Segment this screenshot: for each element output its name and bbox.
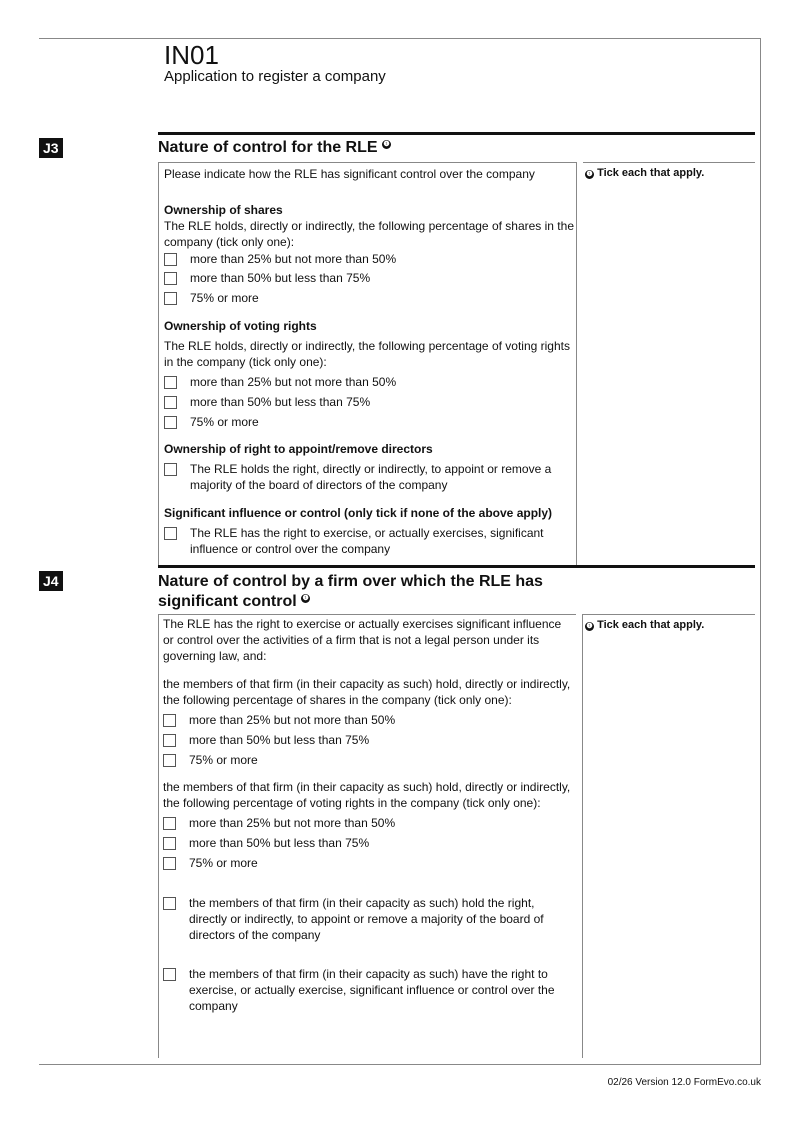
j4-voting-option-3[interactable] (163, 855, 573, 871)
option-label: more than 50% but less than 75% (189, 733, 370, 747)
j3-rule (158, 132, 755, 135)
j4-shares-text: the members of that firm (in their capacity as such) hold, directly or indirectly, the following percentage of shares in the company (tick only one): (163, 677, 571, 707)
j3-directors-heading: Ownership of right to appoint/remove directors (164, 442, 433, 456)
option-label: more than 50% but less than 75% (189, 836, 370, 850)
checkbox[interactable] (164, 253, 177, 266)
j4-voting-option-2[interactable] (163, 835, 573, 851)
option-label: 75% or more (189, 856, 258, 870)
j4-note-text: Tick each that apply. (597, 619, 705, 631)
option-label: more than 25% but not more than 50% (190, 375, 397, 389)
j3-box-top (158, 162, 576, 163)
checkbox[interactable] (163, 897, 176, 910)
info-icon: ❶ (383, 140, 390, 148)
j3-voting-option-1[interactable] (164, 374, 574, 390)
option-label: The RLE holds the right, directly or indirectly, to appoint or remove a majority of the board of directors of the company (190, 462, 552, 492)
checkbox[interactable] (164, 272, 177, 285)
option-label: The RLE has the right to exercise, or actually exercises, significant influence or control over the company (190, 526, 544, 556)
option-label: more than 50% but less than 75% (190, 271, 371, 285)
checkbox[interactable] (164, 416, 177, 429)
j4-box-right (582, 614, 583, 1058)
j4-title (158, 572, 543, 612)
option-label: more than 25% but not more than 50% (189, 816, 396, 830)
option-label: 75% or more (189, 753, 258, 767)
j4-title-line2-wrap (158, 592, 543, 612)
j4-shares-option-2[interactable] (163, 732, 573, 748)
j3-shares-option-3[interactable] (164, 290, 574, 306)
j3-note (585, 167, 704, 179)
bottom-border (39, 1064, 761, 1065)
form-code: IN01 (164, 40, 219, 70)
option-label: 75% or more (190, 415, 259, 429)
j3-voting-option-3[interactable] (164, 414, 574, 430)
j4-title-line2: significant control (158, 593, 297, 610)
j4-voting-text: the members of that firm (in their capacity as such) hold, directly or indirectly, the following percentage of voting rights in the company (tick only one): (163, 780, 571, 810)
j3-voting-text: The RLE holds, directly or indirectly, the following percentage of voting rights in the company (tick only one): (164, 339, 570, 369)
j4-voting-option-1[interactable] (163, 815, 573, 831)
checkbox[interactable] (163, 837, 176, 850)
j3-tag: J3 (39, 138, 63, 158)
j4-shares-option-1[interactable] (163, 712, 573, 728)
info-icon: ❶ (586, 171, 593, 178)
j3-title-text: Nature of control for the RLE (158, 139, 378, 156)
checkbox[interactable] (163, 857, 176, 870)
checkbox[interactable] (164, 376, 177, 389)
j4-note (585, 619, 704, 631)
j4-rule (158, 565, 755, 568)
top-border (39, 38, 761, 39)
j3-shares-heading: Ownership of shares (164, 203, 283, 217)
option-label: more than 25% but not more than 50% (190, 252, 397, 266)
j3-voting-option-2[interactable] (164, 394, 574, 410)
j4-directors-option[interactable] (163, 895, 573, 943)
checkbox[interactable] (164, 463, 177, 476)
checkbox[interactable] (164, 292, 177, 305)
j4-shares-option-3[interactable] (163, 752, 573, 768)
j3-shares-text: The RLE holds, directly or indirectly, the following percentage of shares in the company (tick only one): (164, 219, 574, 249)
j3-note-top (583, 162, 755, 163)
j4-box-top (158, 614, 576, 615)
j3-note-text: Tick each that apply. (597, 167, 705, 179)
option-label: the members of that firm (in their capacity as such) hold the right, directly or indirectly, to appoint or remove a majority of the board of directors of the company (189, 896, 544, 942)
j3-box-left (158, 162, 159, 565)
info-icon: ❶ (586, 623, 593, 630)
checkbox[interactable] (163, 754, 176, 767)
j3-influence-option[interactable] (164, 525, 574, 557)
j3-intro: Please indicate how the RLE has significant control over the company (164, 167, 535, 181)
j3-voting-heading: Ownership of voting rights (164, 319, 317, 333)
form-subtitle: Application to register a company (164, 68, 386, 85)
j4-tag: J4 (39, 571, 63, 591)
j4-box-left (158, 614, 159, 1058)
checkbox[interactable] (164, 527, 177, 540)
j3-shares-option-2[interactable] (164, 270, 574, 286)
option-label: 75% or more (190, 291, 259, 305)
option-label: more than 50% but less than 75% (190, 395, 371, 409)
right-border (760, 38, 761, 1065)
checkbox[interactable] (163, 968, 176, 981)
j4-influence-option[interactable] (163, 966, 573, 1014)
info-icon: ❶ (302, 594, 309, 602)
checkbox[interactable] (163, 714, 176, 727)
j3-directors-option[interactable] (164, 461, 574, 493)
j4-intro: The RLE has the right to exercise or actually exercises significant influence or control over the activities of a firm that is not a legal person under its governing law, and: (163, 617, 562, 663)
option-label: the members of that firm (in their capacity as such) have the right to exercise, or actually exercise, significant influence or control over the company (189, 967, 555, 1013)
j3-shares-option-1[interactable] (164, 251, 574, 267)
j3-box-right (576, 162, 577, 565)
j4-title-line1: Nature of control by a firm over which the RLE has (158, 573, 543, 590)
checkbox[interactable] (163, 817, 176, 830)
j4-note-top (583, 614, 755, 615)
j3-title (158, 138, 391, 158)
j3-influence-heading: Significant influence or control (only tick if none of the above apply) (164, 506, 553, 520)
checkbox[interactable] (163, 734, 176, 747)
checkbox[interactable] (164, 396, 177, 409)
footer-version: 02/26 Version 12.0 FormEvo.co.uk (607, 1077, 761, 1088)
option-label: more than 25% but not more than 50% (189, 713, 396, 727)
